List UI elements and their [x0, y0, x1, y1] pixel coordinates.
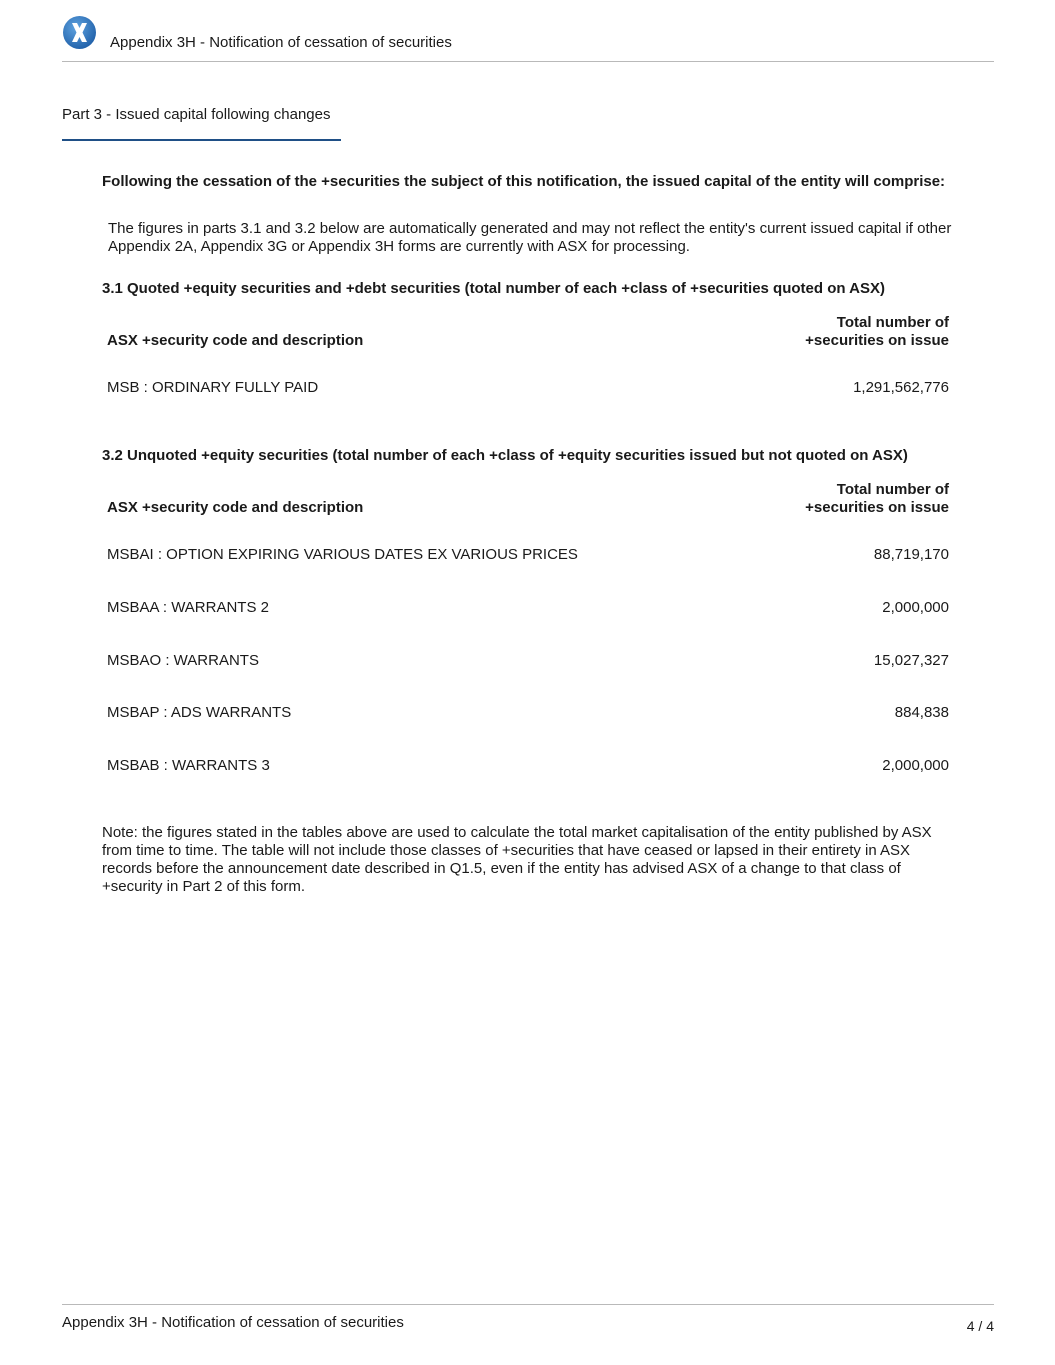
section-31-col-code: ASX +security code and description: [107, 332, 364, 349]
section-32-heading: 3.2 Unquoted +equity securities (total number of each +class of +equity securities issued but not quoted on ASX): [102, 447, 908, 464]
part-title: Part 3 - Issued capital following changes: [62, 106, 331, 123]
table-row: [107, 704, 949, 722]
intro-statement: Following the cessation of the +securities the subject of this notification, the issued capital of the entity will comprise:: [102, 173, 946, 190]
section-32-col-total: [729, 481, 949, 517]
table-row: [107, 599, 949, 617]
security-description: MSBAI : OPTION EXPIRING VARIOUS DATES EX VARIOUS PRICES: [107, 546, 578, 563]
page-number: 4 / 4: [966, 1318, 994, 1334]
security-description: MSBAO : WARRANTS: [107, 652, 259, 669]
security-total: 15,027,327: [873, 652, 949, 669]
section-32-col-code: ASX +security code and description: [107, 499, 364, 516]
security-description: MSB : ORDINARY FULLY PAID: [107, 379, 319, 396]
table-row: [107, 652, 949, 670]
table-row: [107, 379, 949, 397]
security-total: 1,291,562,776: [853, 379, 949, 396]
part-title-underline: [62, 139, 341, 141]
header-title: Appendix 3H - Notification of cessation of securities: [110, 34, 452, 51]
security-total: 88,719,170: [873, 546, 949, 563]
table-row: [107, 546, 949, 564]
security-description: MSBAA : WARRANTS 2: [107, 599, 269, 616]
asx-logo-icon: [62, 15, 97, 50]
security-total: 2,000,000: [882, 599, 949, 616]
header-divider: [62, 61, 994, 62]
section-31-col-total-line1: Total number of: [836, 314, 949, 331]
section-32-col-total-line2: +securities on issue: [805, 499, 949, 516]
intro-note: The figures in parts 3.1 and 3.2 below are automatically generated and may not reflect the entity's current issued capital if other Appendix 2A, Appendix 3G or Appendix 3H forms are currently with ASX for processing.: [108, 220, 952, 255]
security-total: 884,838: [894, 704, 949, 721]
footer-title: Appendix 3H - Notification of cessation of securities: [62, 1314, 404, 1331]
section-31-heading: 3.1 Quoted +equity securities and +debt securities (total number of each +class of +securities quoted on ASX): [102, 280, 885, 297]
footer-divider: [62, 1304, 994, 1305]
section-31-col-total: [729, 314, 949, 350]
security-total: 2,000,000: [882, 757, 949, 774]
security-description: MSBAP : ADS WARRANTS: [107, 704, 292, 721]
section-31-col-total-line2: +securities on issue: [805, 332, 949, 349]
section-32-col-total-line1: Total number of: [836, 481, 949, 498]
table-row: [107, 757, 949, 775]
security-description: MSBAB : WARRANTS 3: [107, 757, 270, 774]
footnote: Note: the figures stated in the tables above are used to calculate the total market capitalisation of the entity published by ASX from time to time. The table will not include those classes of +securities that have ceased or lapsed in their entirety in ASX records before the announcement date described in Q1.5, even if the entity has advised ASX of a change to that class of +security in Part 2 of this form.: [102, 824, 932, 895]
